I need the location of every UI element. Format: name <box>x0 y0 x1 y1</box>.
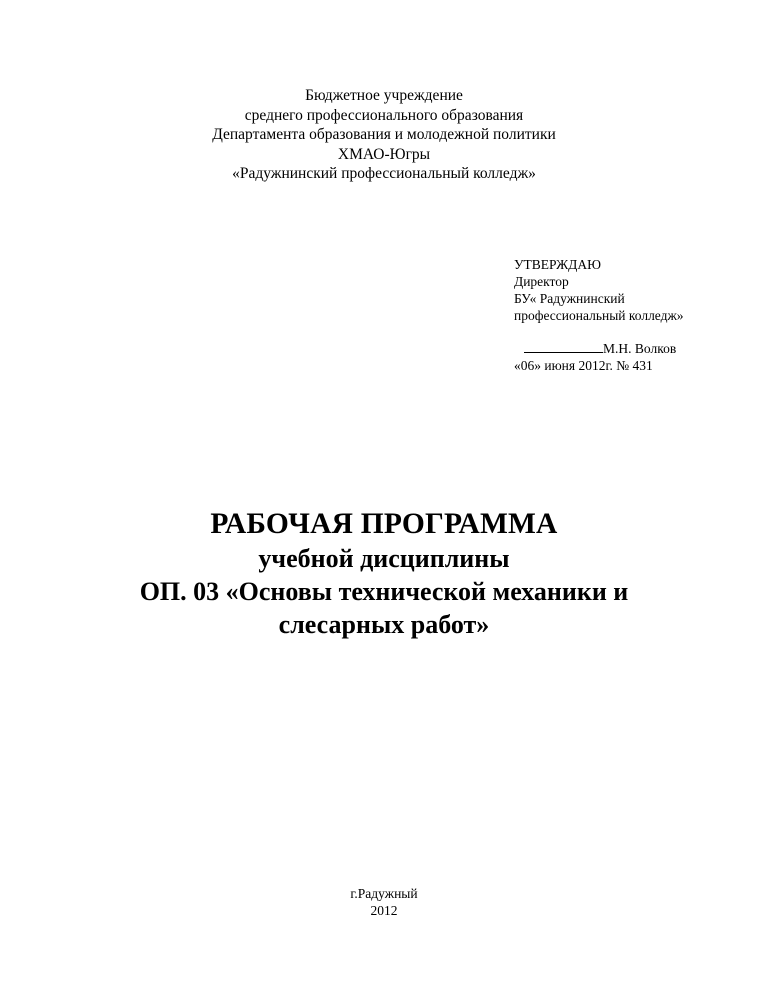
approval-signature-row <box>514 339 754 357</box>
institution-department: Департамента образования и молодежной политики <box>212 126 556 143</box>
footer-city: г.Радужный <box>350 886 418 901</box>
signature-line <box>524 339 603 353</box>
institution-type: Бюджетное учреждение <box>305 87 463 104</box>
institution-level: среднего профессионального образования <box>244 106 524 124</box>
approval-order: «06» июня 2012г. № 431 <box>514 358 653 373</box>
title-main: РАБОЧАЯ ПРОГРАММА <box>210 508 558 540</box>
document-footer <box>0 886 768 919</box>
title-discipline-name-1: ОП. 03 «Основы технической механики и <box>139 577 629 606</box>
institution-header <box>0 86 768 184</box>
approval-spacer <box>514 324 754 339</box>
document-title <box>0 506 768 641</box>
approval-block <box>514 256 754 374</box>
approval-signatory: М.Н. Волков <box>603 341 677 356</box>
institution-region: ХМАО-Югры <box>337 145 431 163</box>
footer-year: 2012 <box>370 902 398 918</box>
approval-org-line1: БУ« Радужнинский <box>514 291 625 306</box>
title-discipline-name-2: слесарных работ» <box>278 610 490 639</box>
institution-name: «Радужнинский профессиональный колледж» <box>232 165 536 182</box>
approval-position: Директор <box>514 274 569 289</box>
title-discipline-label: учебной дисциплины <box>258 544 510 573</box>
approval-heading: УТВЕРЖДАЮ <box>514 257 602 272</box>
approval-org-line2: профессиональный колледж» <box>514 308 684 323</box>
